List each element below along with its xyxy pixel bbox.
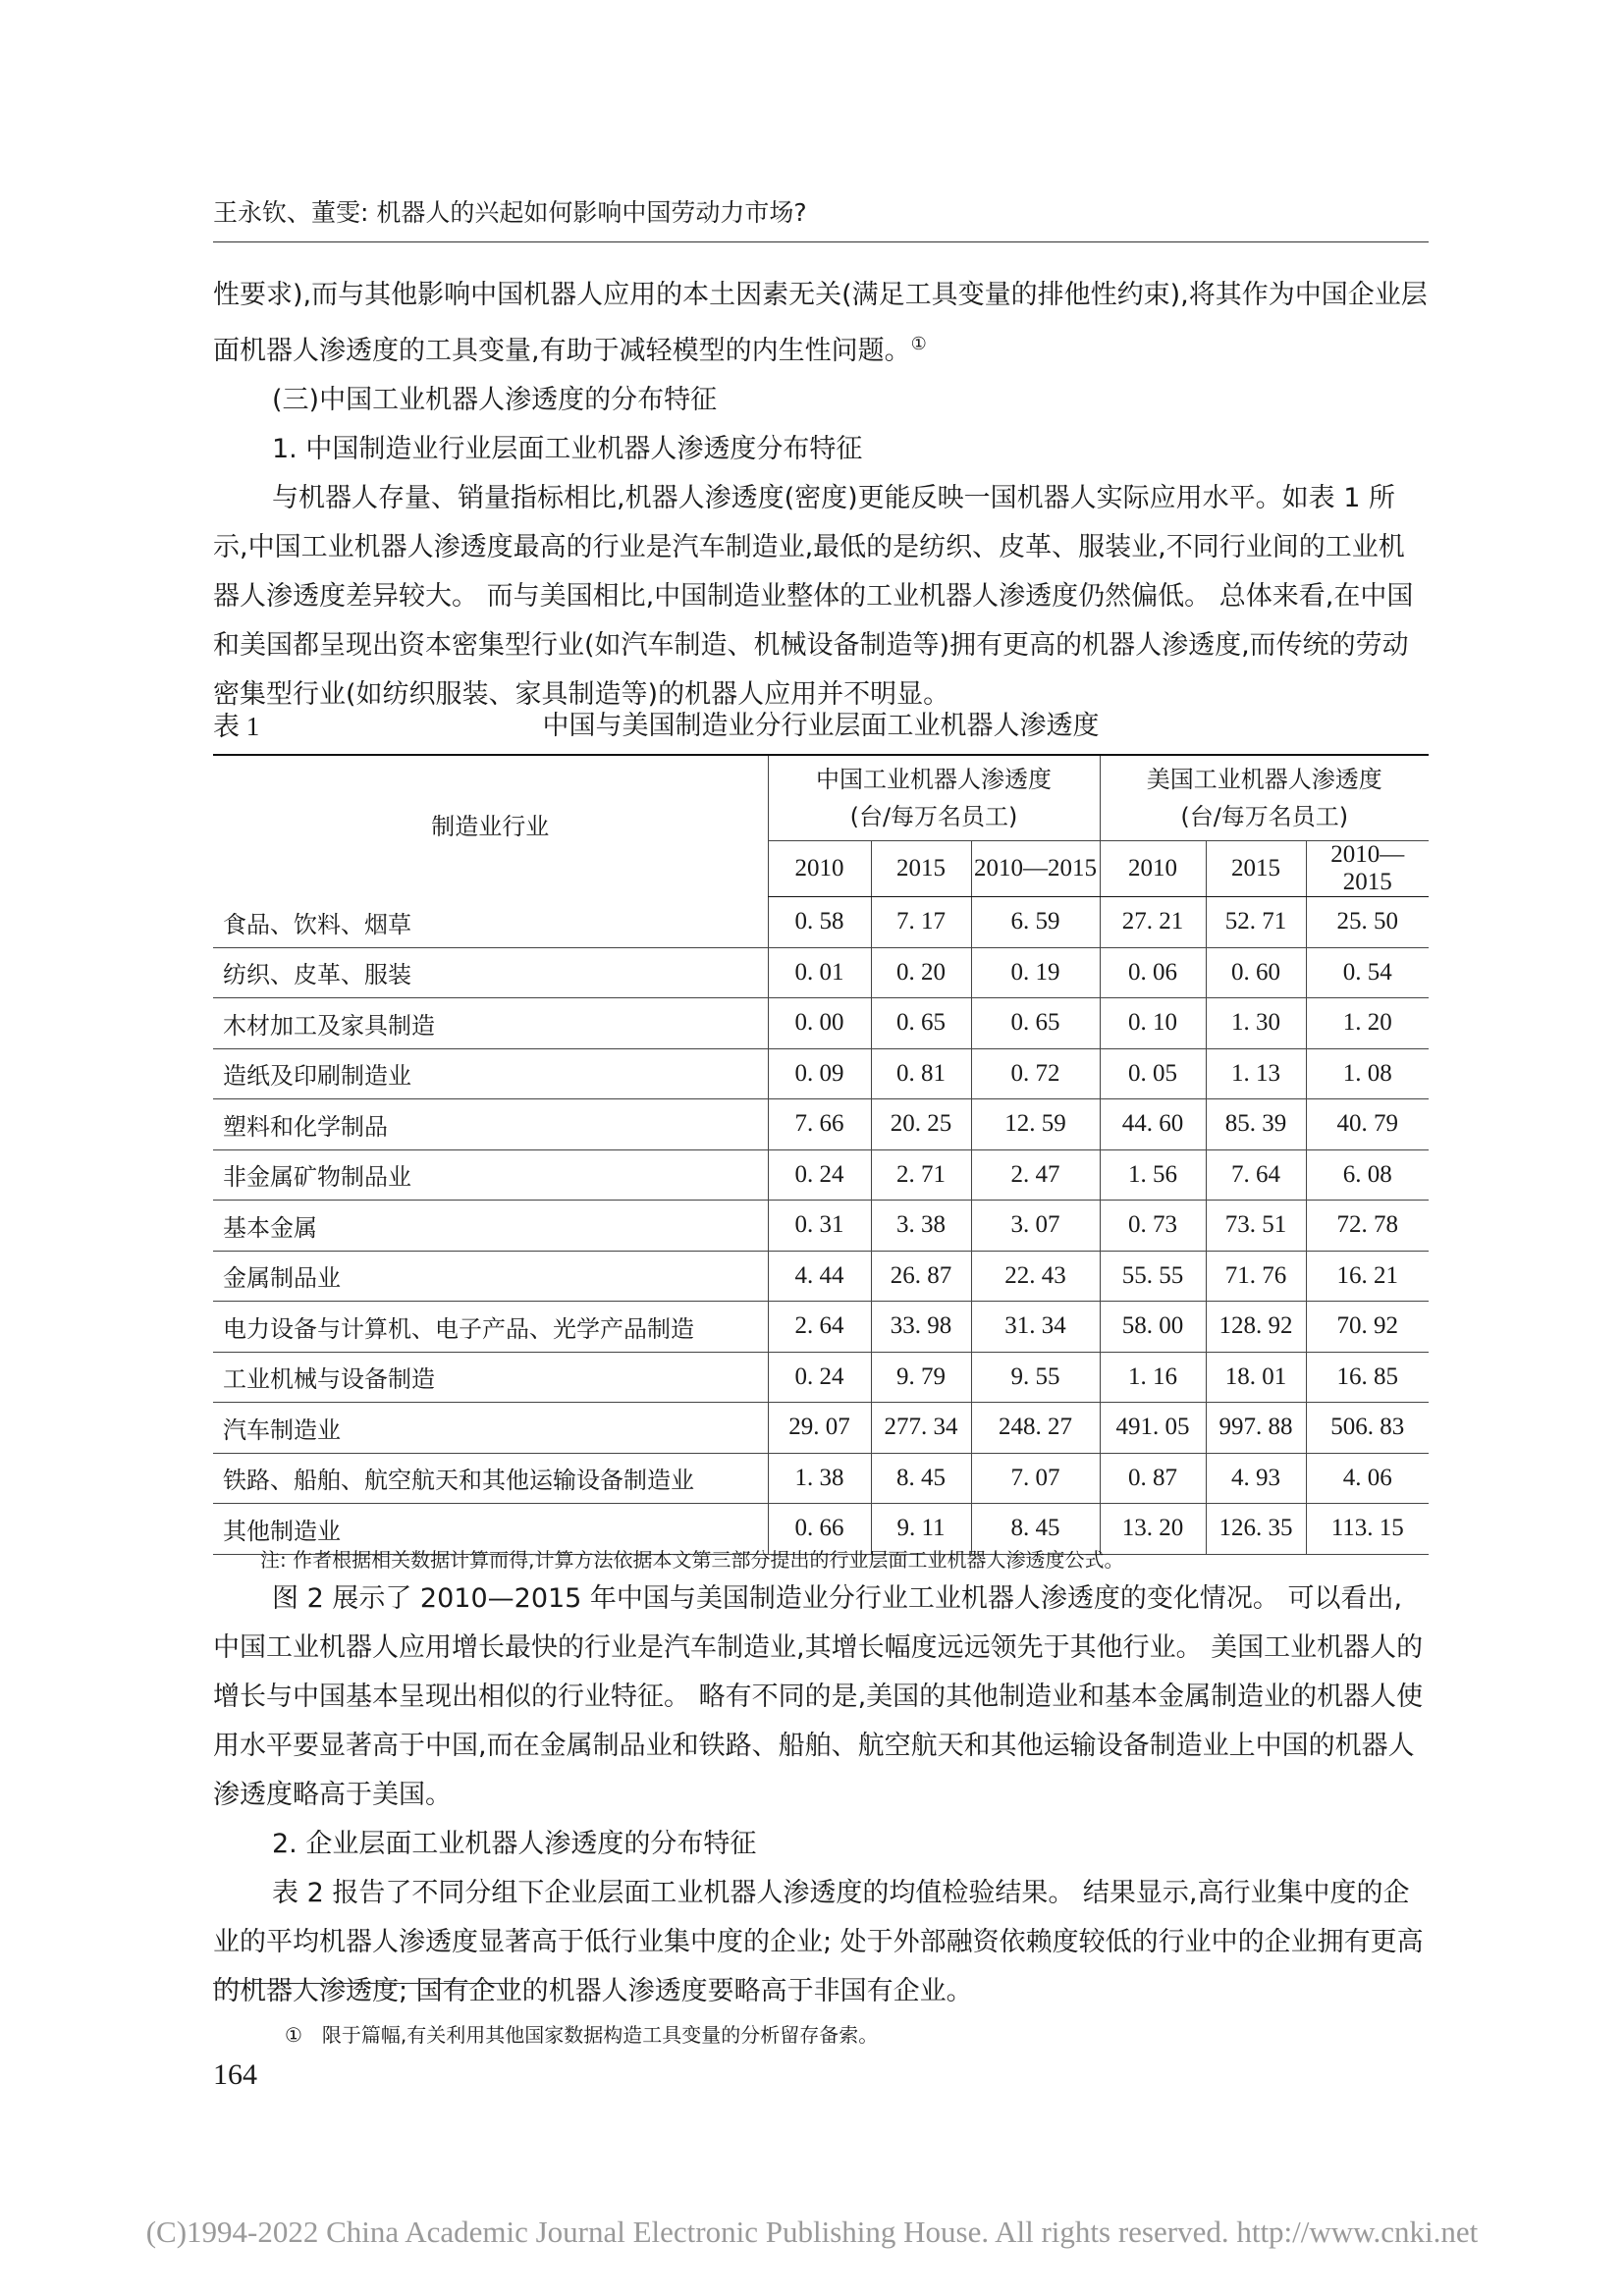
value-cell: 16. 21 (1306, 1251, 1429, 1302)
paragraph-4: 表 2 报告了不同分组下企业层面工业机器人渗透度的均值检验结果。 结果显示,高行业集中度的企业的平均机器人渗透度显著高于低行业集中度的企业; 处于外部融资依赖度较低的行业中的企业拥有更高的机器人渗透度; 国有企业的机器人渗透度要略高于非国有企业。 (213, 1878, 1424, 2006)
value-cell: 7. 66 (768, 1099, 871, 1150)
col-header-china (768, 755, 1100, 841)
industry-cell: 工业机械与设备制造 (213, 1352, 768, 1403)
value-cell: 9. 11 (871, 1504, 971, 1555)
sub-heading-1: 1. 中国制造业行业层面工业机器人渗透度分布特征 (272, 434, 863, 464)
footnote-rule (213, 1983, 519, 1984)
col-header-industry: 制造业行业 (213, 755, 768, 897)
value-cell: 26. 87 (871, 1251, 971, 1302)
industry-cell: 电力设备与计算机、电子产品、光学产品制造 (213, 1302, 768, 1353)
paragraph-3: 图 2 展示了 2010—2015 年中国与美国制造业分行业工业机器人渗透度的变化情况。 可以看出,中国工业机器人应用增长最快的行业是汽车制造业,其增长幅度远远领先于其他行业。 美国工业机器人的增长与中国基本呈现出相似的行业特征。 略有不同的是,美国的其他制造业和基本金属制造业的机器人使用水平要显著高于中国,而在金属制品业和铁路、船舶、航空航天和其他运输设备制造业上中国的机器人渗透度略高于美国。 (213, 1583, 1424, 1810)
value-cell: 126. 35 (1206, 1504, 1306, 1555)
header-rule (213, 241, 1429, 242)
value-cell: 4. 44 (768, 1251, 871, 1302)
col-header-us-line1: 美国工业机器人渗透度 (1146, 766, 1382, 793)
value-cell: 40. 79 (1306, 1099, 1429, 1150)
value-cell: 113. 15 (1306, 1504, 1429, 1555)
value-cell: 18. 01 (1206, 1352, 1306, 1403)
value-cell: 0. 87 (1100, 1453, 1206, 1504)
value-cell: 0. 00 (768, 998, 871, 1049)
value-cell: 4. 93 (1206, 1453, 1306, 1504)
value-cell: 73. 51 (1206, 1201, 1306, 1252)
paragraph-1-text: 性要求),而与其他影响中国机器人应用的本土因素无关(满足工具变量的排他性约束),将其作为中国企业层面机器人渗透度的工具变量,有助于减轻模型的内生性问题。 (213, 280, 1428, 366)
table-row (213, 998, 1429, 1049)
copyright-notice: (C)1994-2022 China Academic Journal Electronic Publishing House. All rights reserved. http://www.cnki.net (145, 2215, 1479, 2249)
value-cell: 55. 55 (1100, 1251, 1206, 1302)
table-row (213, 1251, 1429, 1302)
col-header-china-line2: (台/每万名员工) (849, 803, 1018, 830)
table-row (213, 947, 1429, 998)
value-cell: 0. 65 (871, 998, 971, 1049)
value-cell: 9. 79 (871, 1352, 971, 1403)
value-cell: 1. 20 (1306, 998, 1429, 1049)
industry-cell: 铁路、船舶、航空航天和其他运输设备制造业 (213, 1453, 768, 1504)
value-cell: 0. 60 (1206, 947, 1306, 998)
paragraph-2: 与机器人存量、销量指标相比,机器人渗透度(密度)更能反映一国机器人实际应用水平。如表 1 所示,中国工业机器人渗透度最高的行业是汽车制造业,最低的是纺织、皮革、服装业,不同行业间的工业机器人渗透度差异较大。 而与美国相比,中国制造业整体的工业机器人渗透度仍然偏低。 总体来看,在中国和美国都呈现出资本密集型行业(如汽车制造、机械设备制造等)拥有更高的机器人渗透度,而传统的劳动密集型行业(如纺织服装、家具制造等)的机器人应用并不明显。 (213, 483, 1414, 710)
value-cell: 16. 85 (1306, 1352, 1429, 1403)
table-row (213, 1403, 1429, 1454)
value-cell: 0. 20 (871, 947, 971, 998)
footnote-mark: ① (910, 334, 927, 354)
value-cell: 2. 71 (871, 1149, 971, 1201)
value-cell: 0. 31 (768, 1201, 871, 1252)
value-cell: 1. 16 (1100, 1352, 1206, 1403)
value-cell: 0. 58 (768, 897, 871, 948)
value-cell: 1. 13 (1206, 1048, 1306, 1099)
industry-cell: 食品、饮料、烟草 (213, 897, 768, 948)
value-cell: 3. 38 (871, 1201, 971, 1252)
value-cell: 71. 76 (1206, 1251, 1306, 1302)
page-number: 164 (213, 2058, 257, 2091)
value-cell: 44. 60 (1100, 1099, 1206, 1150)
table-row (213, 897, 1429, 948)
value-cell: 25. 50 (1306, 897, 1429, 948)
value-cell: 0. 24 (768, 1352, 871, 1403)
year-header: 2015 (1206, 841, 1306, 897)
value-cell: 7. 17 (871, 897, 971, 948)
value-cell: 0. 54 (1306, 947, 1429, 998)
section-heading: (三)中国工业机器人渗透度的分布特征 (272, 385, 718, 415)
value-cell: 8. 45 (871, 1453, 971, 1504)
value-cell: 9. 55 (971, 1352, 1100, 1403)
after-table-text (213, 1575, 1429, 2016)
robot-penetration-table (213, 754, 1429, 1555)
table-row (213, 1352, 1429, 1403)
value-cell: 0. 10 (1100, 998, 1206, 1049)
value-cell: 13. 20 (1100, 1504, 1206, 1555)
table-row (213, 1048, 1429, 1099)
value-cell: 85. 39 (1206, 1099, 1306, 1150)
industry-cell: 汽车制造业 (213, 1403, 768, 1454)
value-cell: 8. 45 (971, 1504, 1100, 1555)
table-row (213, 1302, 1429, 1353)
table-row (213, 1099, 1429, 1150)
year-header: 2010—2015 (1306, 841, 1429, 897)
value-cell: 22. 43 (971, 1251, 1100, 1302)
value-cell: 506. 83 (1306, 1403, 1429, 1454)
table-row (213, 1453, 1429, 1504)
value-cell: 248. 27 (971, 1403, 1100, 1454)
value-cell: 0. 81 (871, 1048, 971, 1099)
col-header-us (1100, 755, 1429, 841)
value-cell: 6. 59 (971, 897, 1100, 948)
value-cell: 72. 78 (1306, 1201, 1429, 1252)
table-row (213, 1201, 1429, 1252)
industry-cell: 塑料和化学制品 (213, 1099, 768, 1150)
value-cell: 491. 05 (1100, 1403, 1206, 1454)
value-cell: 0. 65 (971, 998, 1100, 1049)
value-cell: 0. 06 (1100, 947, 1206, 998)
industry-cell: 金属制品业 (213, 1251, 768, 1302)
running-head: 王永钦、董雯: 机器人的兴起如何影响中国劳动力市场? (213, 198, 807, 227)
value-cell: 7. 07 (971, 1453, 1100, 1504)
value-cell: 33. 98 (871, 1302, 971, 1353)
value-cell: 0. 66 (768, 1504, 871, 1555)
value-cell: 1. 38 (768, 1453, 871, 1504)
industry-cell: 其他制造业 (213, 1504, 768, 1555)
table-label: 表 1 (213, 712, 260, 741)
value-cell: 29. 07 (768, 1403, 871, 1454)
value-cell: 6. 08 (1306, 1149, 1429, 1201)
col-header-us-line2: (台/每万名员工) (1180, 803, 1349, 830)
value-cell: 0. 09 (768, 1048, 871, 1099)
value-cell: 0. 72 (971, 1048, 1100, 1099)
value-cell: 2. 47 (971, 1149, 1100, 1201)
value-cell: 997. 88 (1206, 1403, 1306, 1454)
year-header: 2015 (871, 841, 971, 897)
value-cell: 3. 07 (971, 1201, 1100, 1252)
value-cell: 12. 59 (971, 1099, 1100, 1150)
value-cell: 1. 30 (1206, 998, 1306, 1049)
value-cell: 2. 64 (768, 1302, 871, 1353)
value-cell: 0. 05 (1100, 1048, 1206, 1099)
value-cell: 58. 00 (1100, 1302, 1206, 1353)
value-cell: 0. 24 (768, 1149, 871, 1201)
footnote: ① 限于篇幅,有关利用其他国家数据构造工具变量的分析留存备索。 (285, 2023, 879, 2047)
table-title: 中国与美国制造业分行业层面工业机器人渗透度 (542, 711, 1100, 741)
year-header: 2010—2015 (971, 841, 1100, 897)
value-cell: 4. 06 (1306, 1453, 1429, 1504)
value-cell: 27. 21 (1100, 897, 1206, 948)
value-cell: 0. 01 (768, 947, 871, 998)
value-cell: 70. 92 (1306, 1302, 1429, 1353)
value-cell: 1. 56 (1100, 1149, 1206, 1201)
intro-text (213, 271, 1429, 720)
col-header-china-line1: 中国工业机器人渗透度 (816, 766, 1052, 793)
value-cell: 0. 73 (1100, 1201, 1206, 1252)
value-cell: 128. 92 (1206, 1302, 1306, 1353)
industry-cell: 木材加工及家具制造 (213, 998, 768, 1049)
paragraph-1 (213, 271, 1429, 376)
value-cell: 7. 64 (1206, 1149, 1306, 1201)
table-note: 注: 作者根据相关数据计算而得,计算方法依据本文第三部分提出的行业层面工业机器人渗透度公式。 (260, 1548, 1124, 1572)
sub-heading-2: 2. 企业层面工业机器人渗透度的分布特征 (272, 1829, 757, 1859)
year-header: 2010 (1100, 841, 1206, 897)
industry-cell: 非金属矿物制品业 (213, 1149, 768, 1201)
table-row (213, 1149, 1429, 1201)
industry-cell: 纺织、皮革、服装 (213, 947, 768, 998)
industry-cell: 基本金属 (213, 1201, 768, 1252)
value-cell: 0. 19 (971, 947, 1100, 998)
industry-cell: 造纸及印刷制造业 (213, 1048, 768, 1099)
value-cell: 1. 08 (1306, 1048, 1429, 1099)
value-cell: 20. 25 (871, 1099, 971, 1150)
value-cell: 52. 71 (1206, 897, 1306, 948)
table-body (213, 897, 1429, 1555)
value-cell: 31. 34 (971, 1302, 1100, 1353)
value-cell: 277. 34 (871, 1403, 971, 1454)
year-header: 2010 (768, 841, 871, 897)
